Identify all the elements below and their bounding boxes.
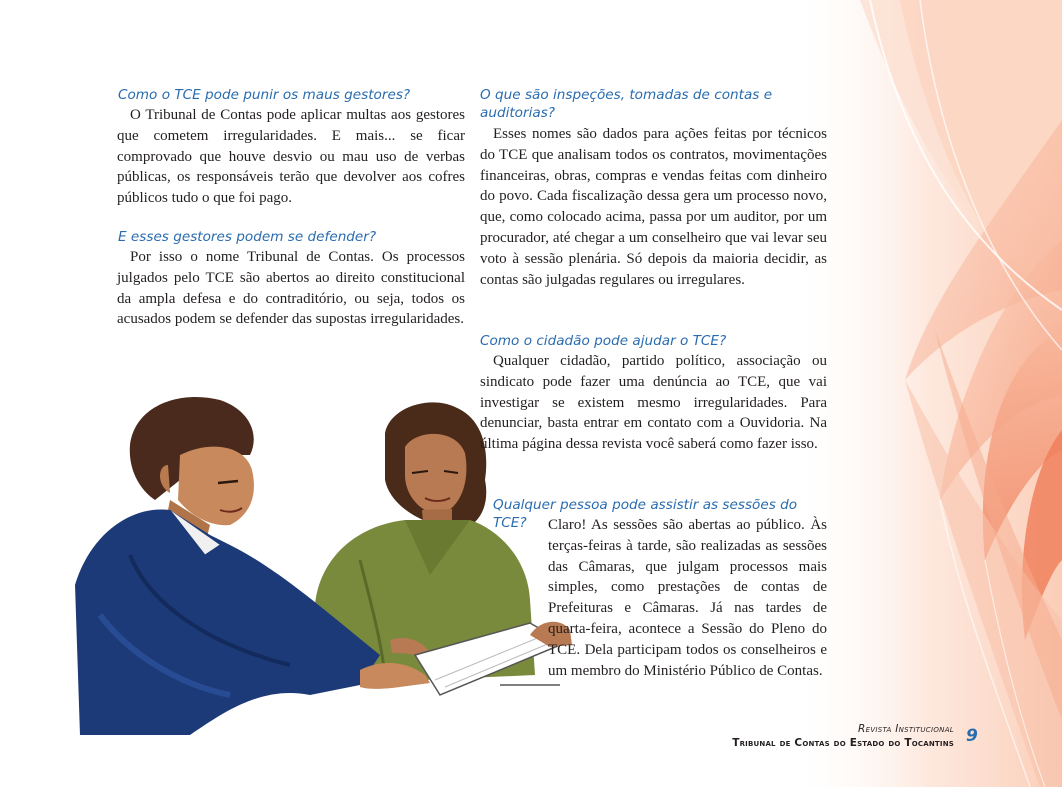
organization-name: Tribunal de Contas do Estado do Tocantins xyxy=(732,737,954,749)
answer-paragraph: Esses nomes são dados para ações feitas por técnicos do TCE que analisam todos os contratos, movimentações financeiras, obras, compras e vendas feitas com dinheiro do povo. Cada fiscalização dessa gera um processo novo, que, como colocado acima, passa por um auditor, por um procurador, até chegar a um conselheiro que vai levar seu voto à sessão plenária. Só depois da maioria decidir, as contas são julgadas regulares ou irregulares. xyxy=(480,126,827,288)
answer-paragraph: Qualquer cidadão, partido político, associação ou sindicato pode fazer uma denúncia ao TCE, que vai investigar se existem mesmo irregularidades. Para denunciar, basta entrar em contato com a Ouvidoria. Na última página dessa revista você saberá como fazer isso. xyxy=(480,353,827,453)
magazine-title: Revista Institucional xyxy=(858,723,954,735)
answer-paragraph: Claro! As sessões são abertas ao público. Às terças-feiras à tarde, são realizadas as sessões das Câmaras, que julgam processos mais simples, como prestações de contas de Prefeituras e Câmaras. Já nas tardes de quarta-feira, acontece a Sessão do Pleno do TCE. Dela participam todos os conselheiros e um membro do Ministério Público de Contas. xyxy=(548,517,827,679)
question-heading: Qualquer pessoa pode assistir as sessões do TCE? xyxy=(493,497,798,531)
question-heading: O que são inspeções, tomadas de contas e auditorias? xyxy=(480,87,773,121)
page-footer xyxy=(732,722,954,751)
answer-paragraph: O Tribunal de Contas pode aplicar multas aos gestores que cometem irregularidades. E mais... se ficar comprovado que houve desvio ou mau uso de verbas públicas, os responsáveis terão que devolver aos cofres públicos tudo o que foi pago. xyxy=(117,107,465,207)
answer-paragraph: Por isso o nome Tribunal de Contas. Os processos julgados pelo TCE são abertos ao direito constitucional da ampla defesa e do contraditório, ou seja, todos os acusados podem se defender das supostas irregularidades. xyxy=(117,249,465,328)
page-number: 9 xyxy=(966,726,978,746)
question-heading: Como o cidadão pode ajudar o TCE? xyxy=(480,333,727,349)
question-heading: Como o TCE pode punir os maus gestores? xyxy=(118,87,411,103)
question-heading: E esses gestores podem se defender? xyxy=(118,229,377,245)
